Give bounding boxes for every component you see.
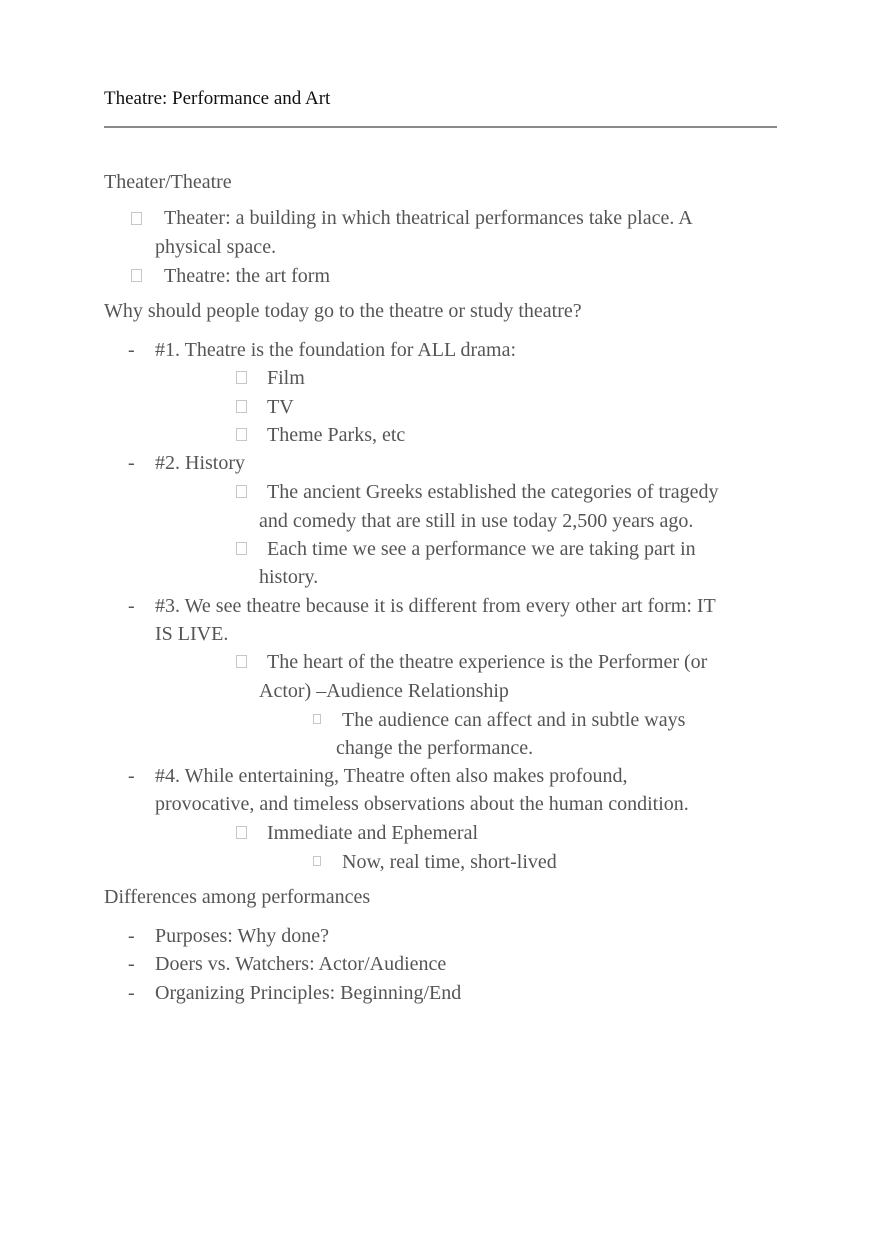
sub-item-tv: TV xyxy=(267,396,294,418)
reason-4: #4. While entertaining, Theatre often also makes profound, xyxy=(155,765,628,787)
sub-item-greeks: The ancient Greeks established the categories of tragedy xyxy=(267,481,719,503)
dash-bullet: - xyxy=(128,452,135,474)
subsub-item-audience: The audience can affect and in subtle ways xyxy=(342,709,686,731)
diff-item-doers: Doers vs. Watchers: Actor/Audience xyxy=(155,953,447,975)
sub-item-film: Film xyxy=(267,367,305,389)
reason-3: #3. We see theatre because it is different from every other art form: IT xyxy=(155,595,716,617)
reason-1: #1. Theatre is the foundation for ALL drama: xyxy=(155,339,517,361)
sub-item-history-cont: history. xyxy=(259,566,319,588)
bullet-box-icon xyxy=(313,714,321,724)
sub-item-heart-cont: Actor) –Audience Relationship xyxy=(259,680,509,702)
dash-bullet: - xyxy=(128,982,135,1004)
reason-2: #2. History xyxy=(155,452,245,474)
bullet-box-icon xyxy=(236,428,247,441)
list-item-theatre-def: Theatre: the art form xyxy=(164,265,331,287)
document-title: Theatre: Performance and Art xyxy=(104,88,331,109)
section-heading-differences: Differences among performances xyxy=(104,886,371,908)
bullet-box-icon xyxy=(131,212,142,225)
sub-item-history: Each time we see a performance we are taking part in xyxy=(267,538,696,560)
subsub-item-audience-cont: change the performance. xyxy=(336,737,534,759)
dash-bullet: - xyxy=(128,339,135,361)
bullet-box-icon xyxy=(236,826,247,839)
dash-bullet: - xyxy=(128,595,135,617)
diff-item-purposes: Purposes: Why done? xyxy=(155,925,330,947)
reason-4-cont: provocative, and timeless observations about the human condition. xyxy=(155,793,689,815)
subsub-item-now: Now, real time, short-lived xyxy=(342,851,557,873)
list-item-theater-def: Theater: a building in which theatrical performances take place. A xyxy=(164,207,693,229)
section-heading-theater: Theater/Theatre xyxy=(104,171,232,193)
dash-bullet: - xyxy=(128,765,135,787)
bullet-box-icon xyxy=(131,269,142,282)
sub-item-heart: The heart of the theatre experience is the Performer (or xyxy=(267,651,708,673)
sub-item-greeks-cont: and comedy that are still in use today 2,500 years ago. xyxy=(259,510,694,532)
dash-bullet: - xyxy=(128,925,135,947)
dash-bullet: - xyxy=(128,953,135,975)
sub-item-immediate: Immediate and Ephemeral xyxy=(267,822,479,844)
title-divider xyxy=(104,126,777,128)
sub-item-theme-parks: Theme Parks, etc xyxy=(267,424,406,446)
section-heading-why: Why should people today go to the theatre or study theatre? xyxy=(104,300,582,322)
bullet-box-icon xyxy=(236,400,247,413)
diff-item-organizing: Organizing Principles: Beginning/End xyxy=(155,982,462,1004)
bullet-box-icon xyxy=(313,856,321,866)
bullet-box-icon xyxy=(236,655,247,668)
reason-3-cont: IS LIVE. xyxy=(155,623,229,645)
bullet-box-icon xyxy=(236,371,247,384)
list-item-theater-def-cont: physical space. xyxy=(155,236,277,258)
bullet-box-icon xyxy=(236,485,247,498)
bullet-box-icon xyxy=(236,542,247,555)
